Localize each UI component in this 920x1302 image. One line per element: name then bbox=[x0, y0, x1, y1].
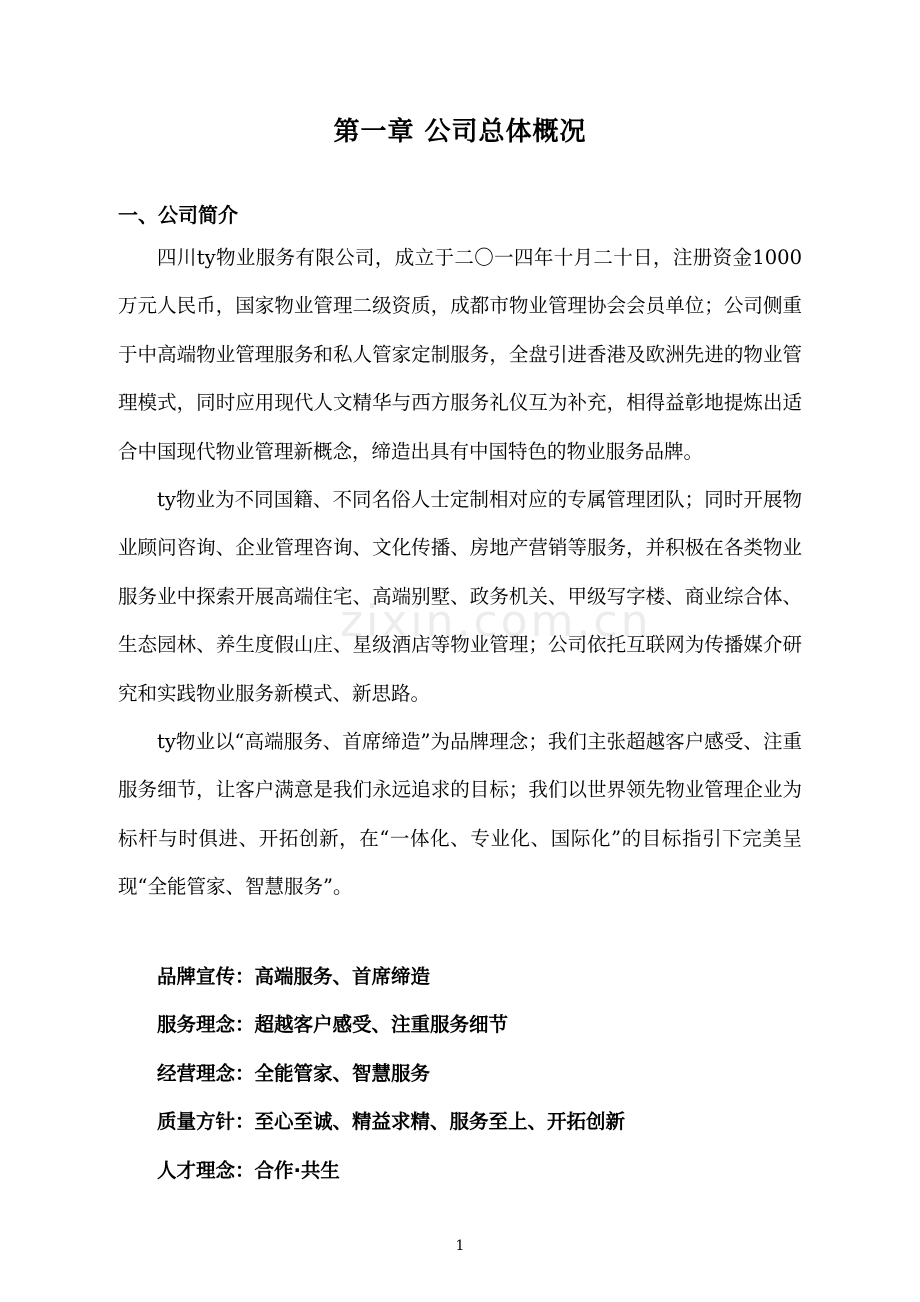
motto-talent-philosophy: 人才理念：合作·共生 bbox=[157, 1158, 340, 1182]
section-heading: 一、公司简介 bbox=[118, 203, 238, 227]
motto-quality-policy: 质量方针：至心至诚、精益求精、服务至上、开拓创新 bbox=[157, 1110, 626, 1134]
paragraph-brand-philosophy: ty物业以“高端服务、首席缔造”为品牌理念；我们主张超越客户感受、注重服务细节，让客户满意是我们永远追求的目标；我们以世界领先物业管理企业为标杆与时俱进、开拓创新，在“一体化、专业化、国际化”的目标指引下完美呈现“全能管家、智慧服务”。 bbox=[118, 730, 802, 899]
paragraph-company-intro: 四川ty物业服务有限公司，成立于二〇一四年十月二十日，注册资金1000万元人民币，国家物业管理二级资质，成都市物业管理协会会员单位；公司侧重于中高端物业管理服务和私人管家定制服务，全盘引进香港及欧洲先进的物业管理模式，同时应用现代人文精华与西方服务礼仪互为补充，相得益彰地提炼出适合中国现代物业管理新概念，缔造出具有中国特色的物业服务品牌。 bbox=[118, 246, 802, 463]
watermark: zixin.com.cn bbox=[340, 596, 652, 647]
motto-list bbox=[118, 953, 802, 1195]
body-text bbox=[118, 234, 802, 912]
motto-service-philosophy: 服务理念：超越客户感受、注重服务细节 bbox=[157, 1013, 509, 1037]
paragraph-services: ty物业为不同国籍、不同名俗人士定制相对应的专属管理团队；同时开展物业顾问咨询、企业管理咨询、文化传播、房地产营销等服务，并积极在各类物业服务业中探索开展高端住宅、高端别墅、政务机关、甲级写字楼、商业综合体、生态园林、养生度假山庄、星级酒店等物业管理；公司依托互联网为传播媒介研究和实践物业服务新模式、新思路。 bbox=[118, 488, 802, 705]
page-number: 1 bbox=[455, 1238, 465, 1254]
chapter-title: 第一章 公司总体概况 bbox=[333, 117, 587, 147]
motto-brand-promotion: 品牌宣传：高端服务、首席缔造 bbox=[157, 965, 431, 988]
motto-business-philosophy: 经营理念：全能管家、智慧服务 bbox=[157, 1061, 431, 1085]
